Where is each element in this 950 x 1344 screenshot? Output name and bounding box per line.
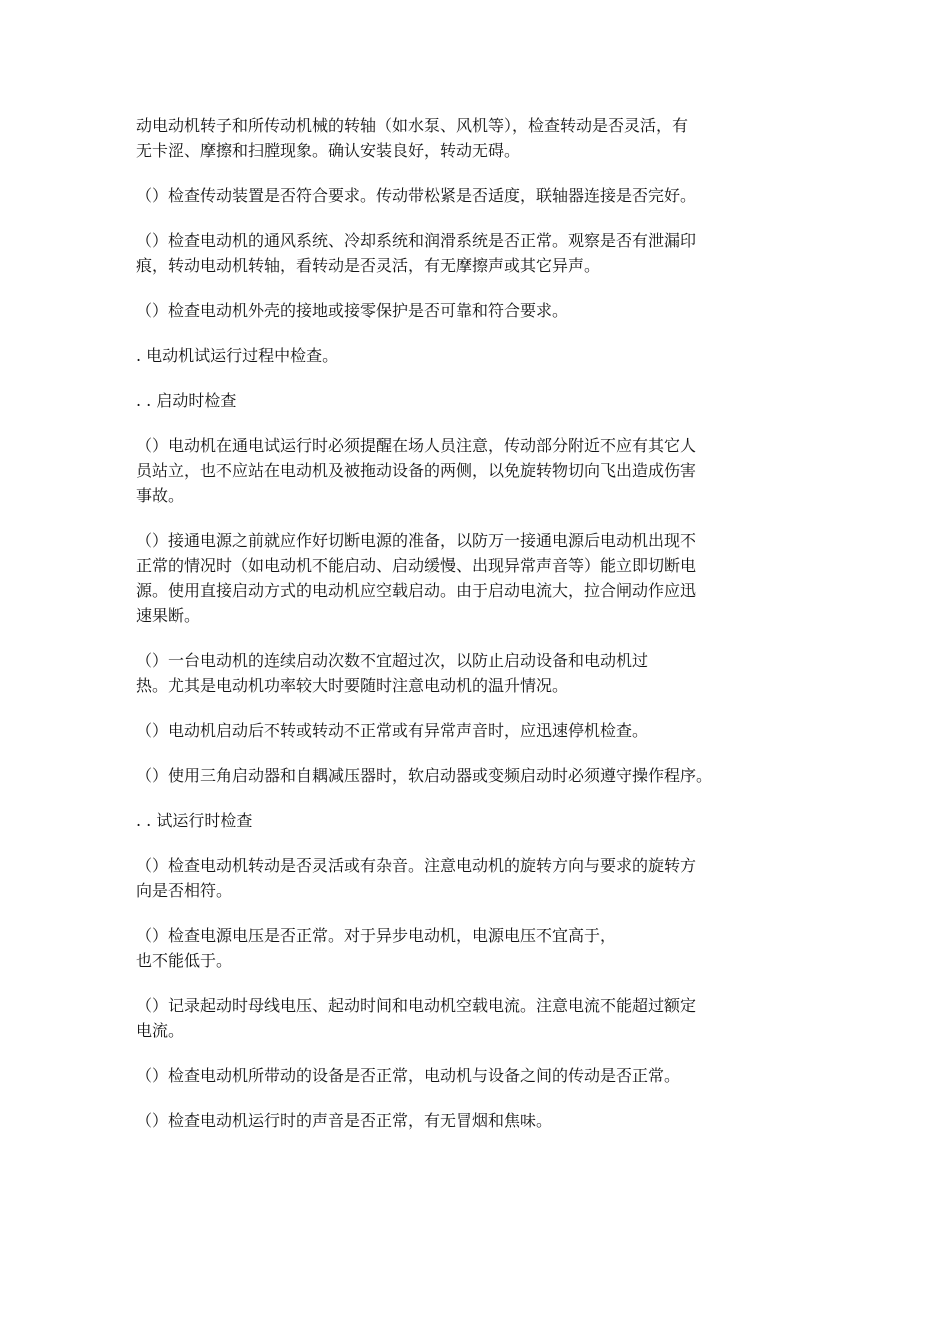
paragraph-power-cutoff: [136, 528, 826, 628]
text-line: （）检查电动机所带动的设备是否正常，电动机与设备之间的传动是否正常。: [136, 1066, 681, 1085]
paragraph-start-count: [136, 648, 826, 698]
paragraph-current-record: [136, 993, 826, 1043]
text-line: 员站立，也不应站在电动机及被拖动设备的两侧，以免旋转物切向飞出造成伤害: [136, 461, 697, 480]
paragraph-safety-notice: [136, 433, 826, 508]
text-line: （）检查电动机运行时的声音是否正常，有无冒烟和焦味。: [136, 1111, 553, 1130]
document-body: [136, 113, 826, 1153]
heading-text: . . 试运行时检查: [136, 811, 253, 830]
paragraph-abnormal-stop: [136, 718, 826, 743]
text-line: （）检查电源电压是否正常。对于异步电动机，电源电压不宜高于，: [136, 926, 617, 945]
paragraph-grounding-check: [136, 298, 826, 323]
text-line: （）接通电源之前就应作好切断电源的准备，以防万一接通电源后电动机出现不: [136, 531, 697, 550]
text-line: （）使用三角启动器和自耦减压器时，软启动器或变频启动时必须遵守操作程序。: [136, 766, 713, 785]
text-line: 动电动机转子和所传动机械的转轴（如水泵、风机等），检查转动是否灵活，有: [136, 116, 689, 135]
text-line: （）检查电动机转动是否灵活或有杂音。注意电动机的旋转方向与要求的旋转方: [136, 856, 697, 875]
text-line: 热。尤其是电动机功率较大时要随时注意电动机的温升情况。: [136, 676, 569, 695]
text-line: 事故。: [136, 486, 185, 505]
text-line: （）检查电动机的通风系统、冷却系统和润滑系统是否正常。观察是否有泄漏印: [136, 231, 697, 250]
paragraph-rotation-direction: [136, 853, 826, 903]
text-line: （）电动机启动后不转或转动不正常或有异常声音时，应迅速停机检查。: [136, 721, 649, 740]
text-line: 向是否相符。: [136, 881, 233, 900]
text-line: 痕，转动电动机转轴，看转动是否灵活，有无摩擦声或其它异声。: [136, 256, 601, 275]
paragraph-sound-check: [136, 1108, 826, 1133]
paragraph-starter-procedure: [136, 763, 826, 788]
paragraph-transmission-check: [136, 183, 826, 208]
paragraph-voltage-check: [136, 923, 826, 973]
text-line: （）检查电动机外壳的接地或接零保护是否可靠和符合要求。: [136, 301, 569, 320]
section-heading-trial-run: [136, 343, 826, 368]
paragraph-ventilation-check: [136, 228, 826, 278]
text-line: （）电动机在通电试运行时必须提醒在场人员注意，传动部分附近不应有其它人: [136, 436, 697, 455]
subsection-heading-startup: [136, 388, 826, 413]
text-line: （）检查传动装置是否符合要求。传动带松紧是否适度，联轴器连接是否完好。: [136, 186, 697, 205]
text-line: （）一台电动机的连续启动次数不宜超过次，以防止启动设备和电动机过: [136, 651, 649, 670]
text-line: 速果断。: [136, 606, 201, 625]
paragraph-rotation-check: [136, 113, 826, 163]
text-line: 也不能低于。: [136, 951, 233, 970]
text-line: 源。使用直接启动方式的电动机应空载启动。由于启动电流大，拉合闸动作应迅: [136, 581, 697, 600]
paragraph-equipment-check: [136, 1063, 826, 1088]
subsection-heading-trial-run: [136, 808, 826, 833]
heading-text: . . 启动时检查: [136, 391, 237, 410]
text-line: 无卡涩、摩擦和扫膛现象。确认安装良好，转动无碍。: [136, 141, 521, 160]
heading-text: . 电动机试运行过程中检查。: [136, 346, 339, 365]
text-line: （）记录起动时母线电压、起动时间和电动机空载电流。注意电流不能超过额定: [136, 996, 697, 1015]
text-line: 正常的情况时（如电动机不能启动、启动缓慢、出现异常声音等）能立即切断电: [136, 556, 697, 575]
text-line: 电流。: [136, 1021, 185, 1040]
